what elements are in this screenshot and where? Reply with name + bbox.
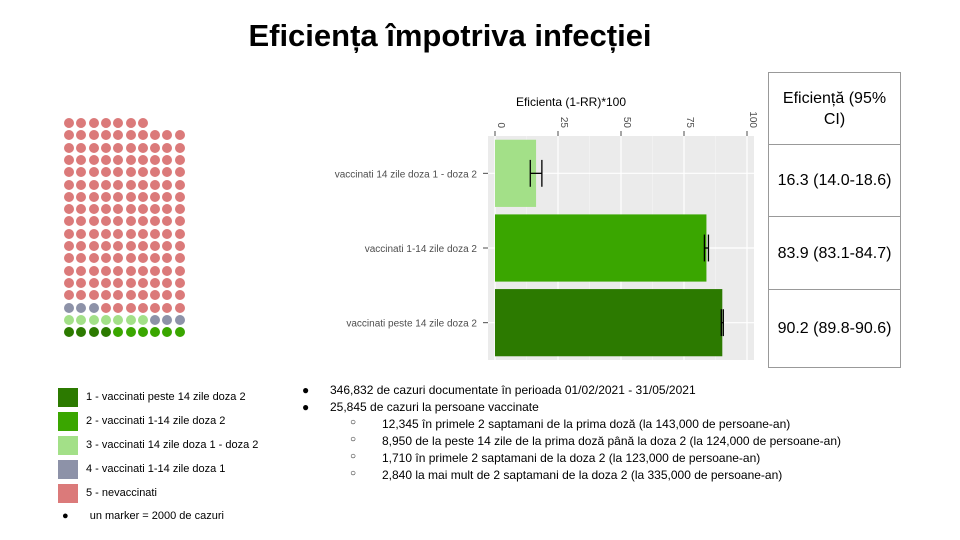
- waffle-marker: [89, 118, 99, 128]
- waffle-marker: [150, 290, 160, 300]
- waffle-marker: [162, 253, 172, 263]
- legend-label: 3 - vaccinati 14 zile doza 1 - doza 2: [86, 439, 259, 451]
- waffle-marker: [138, 180, 148, 190]
- waffle-marker: [126, 216, 136, 226]
- waffle-marker: [89, 303, 99, 313]
- waffle-marker: [150, 327, 160, 337]
- waffle-marker: [162, 278, 172, 288]
- waffle-marker: [150, 253, 160, 263]
- waffle-marker: [138, 143, 148, 153]
- waffle-marker: [101, 303, 111, 313]
- waffle-marker: [101, 253, 111, 263]
- waffle-marker: [138, 130, 148, 140]
- legend-swatch: [58, 460, 78, 479]
- waffle-marker: [64, 180, 74, 190]
- waffle-marker: [126, 327, 136, 337]
- waffle-marker: [89, 143, 99, 153]
- waffle-marker: [126, 315, 136, 325]
- waffle-marker: [175, 253, 185, 263]
- waffle-marker: [101, 241, 111, 251]
- circle-bullet-icon: ○: [350, 451, 357, 462]
- waffle-marker: [138, 278, 148, 288]
- waffle-marker: [138, 241, 148, 251]
- waffle-marker: [101, 180, 111, 190]
- waffle-marker: [76, 241, 86, 251]
- waffle-marker: [150, 315, 160, 325]
- waffle-marker: [138, 229, 148, 239]
- waffle-marker: [76, 290, 86, 300]
- note-text: 8,950 de la peste 14 zile de la prima doză până la doza 2 (la 124,000 de persoane-an): [382, 434, 841, 448]
- waffle-marker: [101, 278, 111, 288]
- waffle-marker: [64, 241, 74, 251]
- table-row: [769, 290, 901, 368]
- waffle-marker: [126, 180, 136, 190]
- waffle-marker: [76, 130, 86, 140]
- waffle-marker: [113, 118, 123, 128]
- legend-swatch: [58, 412, 78, 431]
- waffle-marker: [175, 327, 185, 337]
- waffle-marker: [162, 216, 172, 226]
- circle-bullet-icon: ○: [350, 434, 357, 445]
- waffle-marker: [175, 241, 185, 251]
- waffle-marker: [150, 241, 160, 251]
- waffle-marker: [126, 204, 136, 214]
- waffle-marker: [76, 216, 86, 226]
- waffle-marker: [113, 278, 123, 288]
- waffle-marker: [64, 327, 74, 337]
- x-tick-label: 100: [747, 111, 758, 128]
- waffle-marker: [126, 303, 136, 313]
- bar: [495, 289, 722, 356]
- waffle-marker: [138, 192, 148, 202]
- waffle-marker: [64, 130, 74, 140]
- table-cell: 83.9 (83.1-84.7): [769, 217, 901, 290]
- waffle-marker: [101, 143, 111, 153]
- legend-label: 4 - vaccinati 1-14 zile doza 1: [86, 463, 226, 475]
- waffle-marker: [101, 130, 111, 140]
- waffle-marker: [175, 143, 185, 153]
- waffle-marker: [113, 327, 123, 337]
- waffle-marker: [126, 241, 136, 251]
- note-text: 346,832 de cazuri documentate în perioada 01/02/2021 - 31/05/2021: [330, 383, 696, 397]
- waffle-marker: [150, 216, 160, 226]
- legend-label: 1 - vaccinati peste 14 zile doza 2: [86, 391, 246, 403]
- waffle-marker: [138, 327, 148, 337]
- circle-bullet-icon: ○: [350, 468, 357, 479]
- waffle-marker: [138, 204, 148, 214]
- waffle-marker: [138, 290, 148, 300]
- waffle-marker: [175, 204, 185, 214]
- waffle-marker: [113, 253, 123, 263]
- waffle-marker: [76, 143, 86, 153]
- waffle-marker: [162, 241, 172, 251]
- waffle-marker: [175, 229, 185, 239]
- waffle-marker: [150, 192, 160, 202]
- waffle-marker: [175, 290, 185, 300]
- waffle-marker: [76, 303, 86, 313]
- waffle-marker: [150, 204, 160, 214]
- legend-swatch: [58, 388, 78, 407]
- waffle-marker: [138, 303, 148, 313]
- waffle-marker: [162, 167, 172, 177]
- waffle-marker: [126, 130, 136, 140]
- waffle-marker: [162, 303, 172, 313]
- waffle-marker: [150, 143, 160, 153]
- waffle-marker: [64, 216, 74, 226]
- waffle-marker: [150, 155, 160, 165]
- waffle-marker: [64, 204, 74, 214]
- waffle-marker: [89, 180, 99, 190]
- waffle-marker: [138, 266, 148, 276]
- waffle-marker: [175, 303, 185, 313]
- waffle-marker: [113, 315, 123, 325]
- category-label: vaccinati 1-14 zile doza 2: [364, 244, 477, 255]
- waffle-marker: [150, 303, 160, 313]
- waffle-marker: [126, 167, 136, 177]
- waffle-marker: [175, 167, 185, 177]
- waffle-marker: [162, 192, 172, 202]
- waffle-marker: [64, 278, 74, 288]
- waffle-marker: [101, 216, 111, 226]
- waffle-marker: [126, 266, 136, 276]
- waffle-marker: [150, 278, 160, 288]
- waffle-marker: [76, 167, 86, 177]
- waffle-marker: [162, 327, 172, 337]
- waffle-marker: [138, 118, 148, 128]
- waffle-marker: [89, 130, 99, 140]
- waffle-marker: [113, 266, 123, 276]
- waffle-marker: [76, 180, 86, 190]
- page-title: Eficiența împotriva infecției: [248, 18, 652, 53]
- waffle-marker: [113, 303, 123, 313]
- legend-swatch: [58, 436, 78, 455]
- table-cell: 16.3 (14.0-18.6): [769, 145, 901, 217]
- waffle-marker: [113, 155, 123, 165]
- legend-label: 5 - nevaccinati: [86, 487, 157, 499]
- waffle-marker: [150, 266, 160, 276]
- waffle-marker: [89, 155, 99, 165]
- legend-label: 2 - vaccinati 1-14 zile doza 2: [86, 415, 226, 427]
- waffle-marker: [89, 241, 99, 251]
- waffle-marker: [175, 278, 185, 288]
- legend-swatch: [58, 484, 78, 503]
- marker-note-text: un marker = 2000 de cazuri: [89, 510, 224, 522]
- waffle-marker: [162, 155, 172, 165]
- waffle-marker: [64, 253, 74, 263]
- waffle-marker: [101, 266, 111, 276]
- bar: [495, 214, 706, 281]
- waffle-marker: [64, 290, 74, 300]
- waffle-marker: [64, 266, 74, 276]
- waffle-marker: [175, 180, 185, 190]
- note-text: 2,840 la mai mult de 2 saptamani de la doza 2 (la 335,000 de persoane-an): [382, 468, 783, 482]
- waffle-marker: [162, 229, 172, 239]
- waffle-marker: [64, 229, 74, 239]
- table-row: [769, 217, 901, 290]
- waffle-marker: [113, 204, 123, 214]
- waffle-marker: [76, 327, 86, 337]
- waffle-marker: [138, 315, 148, 325]
- waffle-marker: [89, 290, 99, 300]
- waffle-marker: [126, 229, 136, 239]
- waffle-marker: [76, 204, 86, 214]
- waffle-marker: [101, 155, 111, 165]
- waffle-marker: [126, 290, 136, 300]
- bullet-icon: ●: [62, 510, 69, 522]
- waffle-marker: [89, 315, 99, 325]
- waffle-marker: [101, 118, 111, 128]
- waffle-marker: [138, 167, 148, 177]
- table-row: [769, 145, 901, 217]
- waffle-marker: [76, 253, 86, 263]
- waffle-marker: [89, 253, 99, 263]
- table-cell: 90.2 (89.8-90.6): [769, 290, 901, 368]
- waffle-marker: [64, 155, 74, 165]
- waffle-marker: [76, 155, 86, 165]
- marker-note: [62, 510, 224, 522]
- waffle-chart: [64, 118, 187, 339]
- efficacy-table: [768, 72, 901, 368]
- waffle-marker: [101, 204, 111, 214]
- waffle-marker: [89, 327, 99, 337]
- waffle-marker: [138, 155, 148, 165]
- waffle-marker: [162, 204, 172, 214]
- waffle-marker: [175, 315, 185, 325]
- waffle-marker: [150, 167, 160, 177]
- waffle-marker: [175, 266, 185, 276]
- waffle-marker: [113, 290, 123, 300]
- x-tick-label: 75: [684, 116, 695, 128]
- waffle-marker: [64, 303, 74, 313]
- waffle-marker: [101, 167, 111, 177]
- waffle-marker: [138, 253, 148, 263]
- table-row: [769, 73, 901, 145]
- waffle-marker: [64, 315, 74, 325]
- x-tick-label: 0: [495, 122, 506, 128]
- waffle-marker: [101, 327, 111, 337]
- category-label: vaccinati 14 zile doza 1 - doza 2: [334, 169, 477, 181]
- circle-bullet-icon: ○: [350, 417, 357, 428]
- waffle-marker: [150, 130, 160, 140]
- note-text: 12,345 în primele 2 saptamani de la prima doză (la 143,000 de persoane-an): [382, 417, 791, 431]
- waffle-marker: [162, 180, 172, 190]
- x-tick-label: 25: [558, 116, 569, 128]
- waffle-marker: [76, 315, 86, 325]
- note-text: 1,710 în primele 2 saptamani de la doza 2 (la 123,000 de persoane-an): [382, 451, 761, 465]
- waffle-marker: [64, 143, 74, 153]
- waffle-marker: [76, 192, 86, 202]
- waffle-marker: [101, 315, 111, 325]
- waffle-marker: [175, 216, 185, 226]
- waffle-marker: [150, 229, 160, 239]
- waffle-marker: [113, 130, 123, 140]
- waffle-marker: [162, 315, 172, 325]
- waffle-marker: [162, 130, 172, 140]
- waffle-marker: [113, 143, 123, 153]
- waffle-marker: [89, 229, 99, 239]
- waffle-marker: [162, 290, 172, 300]
- efficacy-bar-chart: [300, 88, 760, 368]
- waffle-marker: [126, 253, 136, 263]
- table-header-cell: Eficiență (95% CI): [769, 73, 901, 145]
- waffle-marker: [76, 118, 86, 128]
- note-text: 25,845 de cazuri la persoane vaccinate: [330, 400, 539, 414]
- waffle-marker: [113, 192, 123, 202]
- waffle-marker: [138, 216, 148, 226]
- waffle-marker: [162, 143, 172, 153]
- bullet-icon: ●: [302, 383, 310, 397]
- waffle-marker: [113, 167, 123, 177]
- waffle-marker: [89, 266, 99, 276]
- waffle-marker: [101, 290, 111, 300]
- waffle-marker: [76, 266, 86, 276]
- waffle-marker: [175, 192, 185, 202]
- bullet-icon: ●: [302, 400, 310, 414]
- waffle-marker: [101, 192, 111, 202]
- waffle-marker: [89, 167, 99, 177]
- waffle-marker: [175, 130, 185, 140]
- waffle-marker: [175, 155, 185, 165]
- waffle-marker: [113, 229, 123, 239]
- category-label: vaccinati peste 14 zile doza 2: [346, 318, 477, 330]
- waffle-marker: [126, 118, 136, 128]
- waffle-marker: [89, 278, 99, 288]
- waffle-marker: [76, 229, 86, 239]
- waffle-marker: [64, 118, 74, 128]
- waffle-marker: [113, 216, 123, 226]
- waffle-marker: [126, 192, 136, 202]
- chart-title: Eficienta (1-RR)*100: [515, 95, 627, 109]
- waffle-marker: [113, 180, 123, 190]
- waffle-marker: [162, 266, 172, 276]
- waffle-marker: [101, 229, 111, 239]
- waffle-marker: [89, 192, 99, 202]
- waffle-marker: [89, 204, 99, 214]
- waffle-marker: [150, 180, 160, 190]
- waffle-marker: [64, 167, 74, 177]
- waffle-marker: [76, 278, 86, 288]
- waffle-marker: [126, 278, 136, 288]
- waffle-marker: [64, 192, 74, 202]
- x-tick-label: 50: [621, 116, 632, 128]
- waffle-marker: [126, 143, 136, 153]
- waffle-marker: [113, 241, 123, 251]
- waffle-marker: [126, 155, 136, 165]
- waffle-marker: [89, 216, 99, 226]
